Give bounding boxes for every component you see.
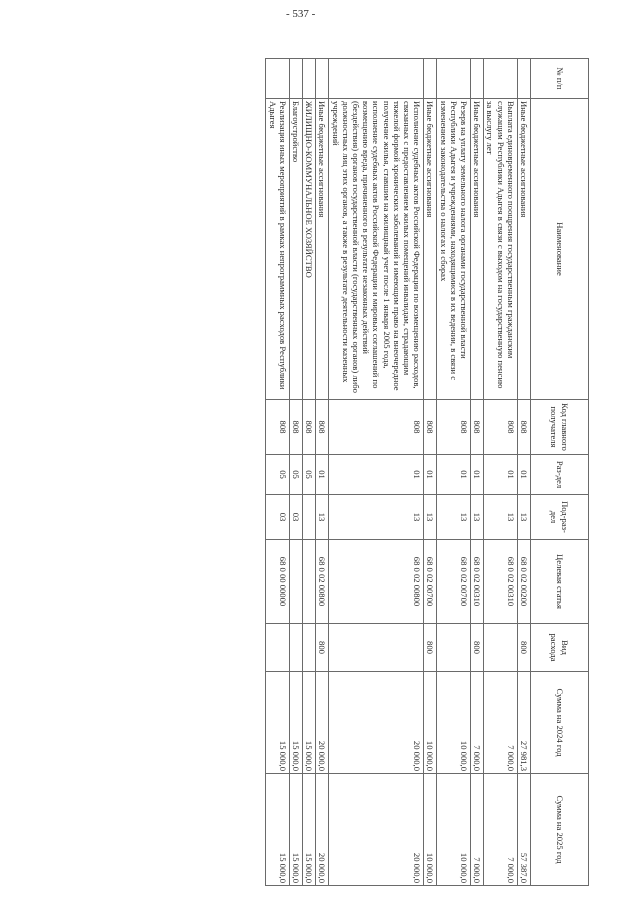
budget-table <box>265 58 589 886</box>
cell-target <box>289 540 302 624</box>
cell-vid <box>437 624 471 672</box>
cell-vid: 800 <box>517 624 530 672</box>
cell-num <box>289 59 302 99</box>
cell-target: 68 0 02 00310 <box>470 540 483 624</box>
cell-razdel: 05 <box>266 455 289 495</box>
cell-sum2024: 15 000,0 <box>266 672 289 774</box>
cell-target: 68 0 00 00000 <box>266 540 289 624</box>
table-row <box>437 59 471 886</box>
cell-num <box>329 59 424 99</box>
cell-podrazdel <box>302 495 315 540</box>
cell-target: 68 0 02 00800 <box>316 540 329 624</box>
cell-code: 808 <box>302 400 315 455</box>
cell-code: 808 <box>424 400 437 455</box>
cell-sum2025: 15 000,0 <box>289 774 302 886</box>
cell-vid <box>302 624 315 672</box>
header-vid: Вид расхода <box>531 624 589 672</box>
header-podrazdel: Под-раз-дел <box>531 495 589 540</box>
cell-target: 68 0 02 00200 <box>517 540 530 624</box>
cell-target: 68 0 02 00700 <box>437 540 471 624</box>
cell-vid <box>329 624 424 672</box>
cell-podrazdel: 13 <box>424 495 437 540</box>
cell-code: 808 <box>517 400 530 455</box>
cell-num <box>484 59 518 99</box>
cell-num <box>424 59 437 99</box>
table-row <box>289 59 302 886</box>
cell-vid <box>289 624 302 672</box>
cell-name: Выплата единовременного поощрения государственным гражданским служащим Республики Адыгея в связи с выходом на государственную пенсию за выслугу лет <box>484 99 518 400</box>
cell-sum2025: 10 000,0 <box>424 774 437 886</box>
header-razdel: Раз-дел <box>531 455 589 495</box>
cell-sum2025: 7 000,0 <box>484 774 518 886</box>
cell-podrazdel: 03 <box>266 495 289 540</box>
cell-vid <box>266 624 289 672</box>
cell-razdel: 01 <box>437 455 471 495</box>
cell-target <box>302 540 315 624</box>
cell-name: Исполнение судебных актов Российской Федерации по возмещению расходов, связанных с предоставлением жилых помещений инвалидам, страдающим тяжелой формой хронических заболеваний и имеющим право на внеочередное получение жилья, ставшим на жилищный учет после 1 января 2005 года, исполнение судебных актов Российской Федерации и мировых соглашений по возмещению вреда, причиненного в результате незаконных действий (бездействия) органов государственной власти (государственных органов) либо должностных лиц этих органов, а также в результате деятельности казенных учреждений <box>329 99 424 400</box>
cell-podrazdel: 03 <box>289 495 302 540</box>
cell-razdel: 05 <box>289 455 302 495</box>
cell-vid: 800 <box>316 624 329 672</box>
cell-code: 808 <box>316 400 329 455</box>
table-row <box>302 59 315 886</box>
cell-sum2025: 20 000,0 <box>316 774 329 886</box>
cell-podrazdel: 13 <box>470 495 483 540</box>
cell-razdel: 01 <box>316 455 329 495</box>
cell-sum2024: 15 000,0 <box>302 672 315 774</box>
cell-num <box>266 59 289 99</box>
cell-sum2025: 15 000,0 <box>266 774 289 886</box>
cell-razdel: 01 <box>484 455 518 495</box>
cell-sum2024: 7 000,0 <box>470 672 483 774</box>
cell-razdel: 01 <box>470 455 483 495</box>
table-row <box>316 59 329 886</box>
cell-sum2024: 7 000,0 <box>484 672 518 774</box>
cell-sum2024: 10 000,0 <box>437 672 471 774</box>
cell-sum2025: 57 387,0 <box>517 774 530 886</box>
cell-name: Иные бюджетные ассигнования <box>316 99 329 400</box>
table-row <box>484 59 518 886</box>
cell-name: Благоустройство <box>289 99 302 400</box>
cell-target: 68 0 02 00800 <box>329 540 424 624</box>
cell-num <box>302 59 315 99</box>
cell-sum2024: 20 000,0 <box>329 672 424 774</box>
cell-sum2024: 15 000,0 <box>289 672 302 774</box>
table-row <box>329 59 424 886</box>
page-number: - 537 - <box>286 8 316 20</box>
table-row <box>266 59 289 886</box>
cell-code: 808 <box>470 400 483 455</box>
table-row <box>517 59 530 886</box>
cell-podrazdel: 13 <box>517 495 530 540</box>
cell-razdel: 05 <box>302 455 315 495</box>
header-row <box>531 59 589 886</box>
header-num: № п/п <box>531 59 589 99</box>
cell-num <box>316 59 329 99</box>
cell-num <box>470 59 483 99</box>
cell-name: Реализация иных мероприятий в рамках непрограммных расходов Республики Адыгея <box>266 99 289 400</box>
cell-vid: 800 <box>424 624 437 672</box>
cell-sum2025: 7 000,0 <box>470 774 483 886</box>
cell-code: 808 <box>266 400 289 455</box>
cell-num <box>517 59 530 99</box>
cell-sum2024: 10 000,0 <box>424 672 437 774</box>
cell-sum2025: 20 000,0 <box>329 774 424 886</box>
cell-podrazdel: 13 <box>437 495 471 540</box>
cell-code: 808 <box>289 400 302 455</box>
table-body <box>266 59 531 886</box>
cell-name: Резерв на уплату земельного налога органами государственной власти Республики Адыгея и учреждениями, находящимися в их ведении, в связи с изменением законодательства о налогах и сборах <box>437 99 471 400</box>
header-code: Код главного получателя <box>531 400 589 455</box>
cell-podrazdel: 13 <box>484 495 518 540</box>
cell-num <box>437 59 471 99</box>
table-row <box>424 59 437 886</box>
header-name: Наименование <box>531 99 589 400</box>
cell-target: 68 0 02 00310 <box>484 540 518 624</box>
rotated-table-wrapper <box>44 58 589 885</box>
cell-sum2024: 20 000,0 <box>316 672 329 774</box>
cell-sum2025: 10 000,0 <box>437 774 471 886</box>
cell-name: Иные бюджетные ассигнования <box>470 99 483 400</box>
header-sum2025: Сумма на 2025 год <box>531 774 589 886</box>
cell-code: 808 <box>437 400 471 455</box>
cell-vid: 800 <box>470 624 483 672</box>
header-target: Целевая статья <box>531 540 589 624</box>
cell-target: 68 0 02 00700 <box>424 540 437 624</box>
cell-code: 808 <box>329 400 424 455</box>
cell-podrazdel: 13 <box>329 495 424 540</box>
cell-name: Иные бюджетные ассигнования <box>424 99 437 400</box>
cell-razdel: 01 <box>517 455 530 495</box>
cell-vid <box>484 624 518 672</box>
cell-name: ЖИЛИЩНО-КОММУНАЛЬНОЕ ХОЗЯЙСТВО <box>302 99 315 400</box>
cell-code: 808 <box>484 400 518 455</box>
header-sum2024: Сумма на 2024 год <box>531 672 589 774</box>
cell-sum2024: 27 981,3 <box>517 672 530 774</box>
cell-razdel: 01 <box>329 455 424 495</box>
cell-sum2025: 15 000,0 <box>302 774 315 886</box>
cell-name: Иные бюджетные ассигнования <box>517 99 530 400</box>
cell-razdel: 01 <box>424 455 437 495</box>
cell-podrazdel: 13 <box>316 495 329 540</box>
table-row <box>470 59 483 886</box>
